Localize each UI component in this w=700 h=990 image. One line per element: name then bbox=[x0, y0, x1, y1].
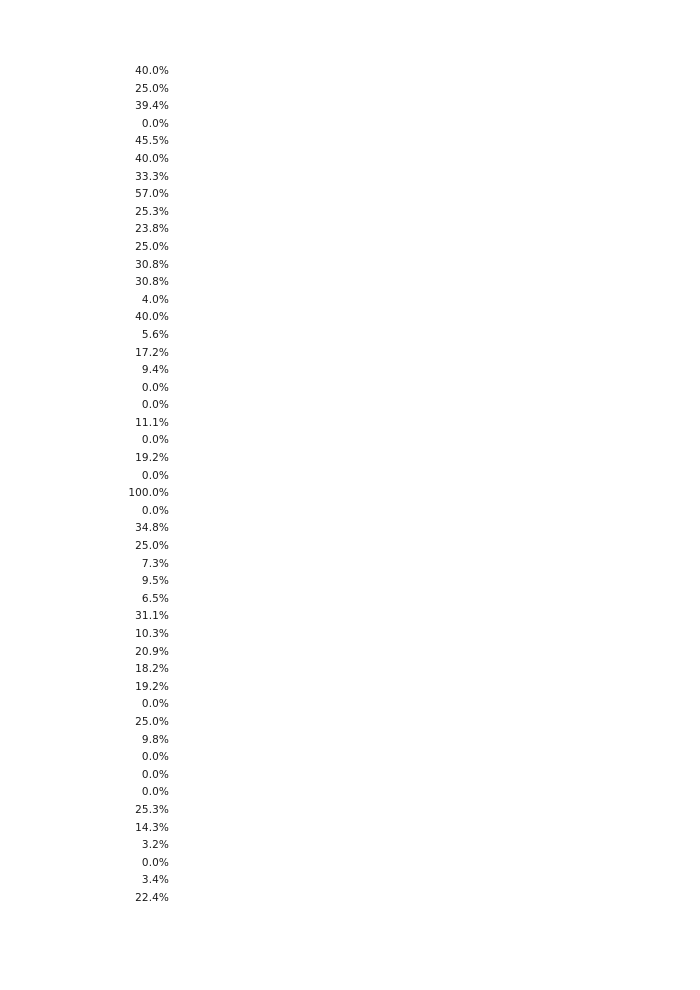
value-cell: 0.0% bbox=[141, 504, 169, 517]
value-cell: 18.2% bbox=[135, 663, 169, 676]
value-cell: 0.0% bbox=[141, 117, 169, 130]
value-cell: 25.0% bbox=[135, 540, 169, 553]
value-cell: 25.0% bbox=[135, 715, 169, 728]
value-cell: 25.3% bbox=[135, 803, 169, 816]
value-cell: 33.3% bbox=[135, 170, 169, 183]
value-cell: 19.2% bbox=[135, 452, 169, 465]
value-cell: 11.1% bbox=[135, 416, 169, 429]
value-cell: 6.5% bbox=[141, 592, 169, 605]
value-cell: 25.0% bbox=[135, 240, 169, 253]
value-cell: 20.9% bbox=[135, 645, 169, 658]
value-cell: 9.8% bbox=[141, 733, 169, 746]
value-cell: 40.0% bbox=[135, 152, 169, 165]
value-cell: 9.5% bbox=[141, 575, 169, 588]
value-cell: 5.6% bbox=[141, 328, 169, 341]
value-cell: 9.4% bbox=[141, 364, 169, 377]
value-cell: 30.8% bbox=[135, 276, 169, 289]
value-cell: 31.1% bbox=[135, 610, 169, 623]
value-cell: 0.0% bbox=[141, 786, 169, 799]
value-cell: 22.4% bbox=[135, 891, 169, 904]
value-cell: 34.8% bbox=[135, 522, 169, 535]
value-cell: 39.4% bbox=[135, 100, 169, 113]
value-cell: 25.3% bbox=[135, 205, 169, 218]
value-cell: 0.0% bbox=[141, 434, 169, 447]
value-cell: 40.0% bbox=[135, 65, 169, 77]
value-cell: 57.0% bbox=[135, 188, 169, 201]
value-cell: 0.0% bbox=[141, 469, 169, 482]
value-cell: 23.8% bbox=[135, 223, 169, 236]
value-cell: 3.2% bbox=[141, 839, 169, 852]
value-cell: 0.0% bbox=[141, 399, 169, 412]
value-cell: 40.0% bbox=[135, 311, 169, 324]
value-cell: 100.0% bbox=[128, 487, 169, 500]
value-cell: 0.0% bbox=[141, 768, 169, 781]
value-cell: 14.3% bbox=[135, 821, 169, 834]
value-cell: 45.5% bbox=[135, 135, 169, 148]
value-cell: 4.0% bbox=[141, 293, 169, 306]
value-cell: 7.3% bbox=[141, 557, 169, 570]
value-cell: 25.0% bbox=[135, 82, 169, 95]
value-cell: 10.3% bbox=[135, 628, 169, 640]
value-cell: 17.2% bbox=[135, 346, 169, 359]
value-cell: 0.0% bbox=[141, 381, 169, 394]
value-cell: 30.8% bbox=[135, 258, 169, 271]
value-cell: 19.2% bbox=[135, 680, 169, 693]
percentage-value-column bbox=[0, 63, 169, 908]
value-cell: 0.0% bbox=[141, 856, 169, 869]
value-cell: 0.0% bbox=[141, 751, 169, 764]
value-cell: 0.0% bbox=[141, 698, 169, 711]
value-cell: 3.4% bbox=[141, 874, 169, 887]
